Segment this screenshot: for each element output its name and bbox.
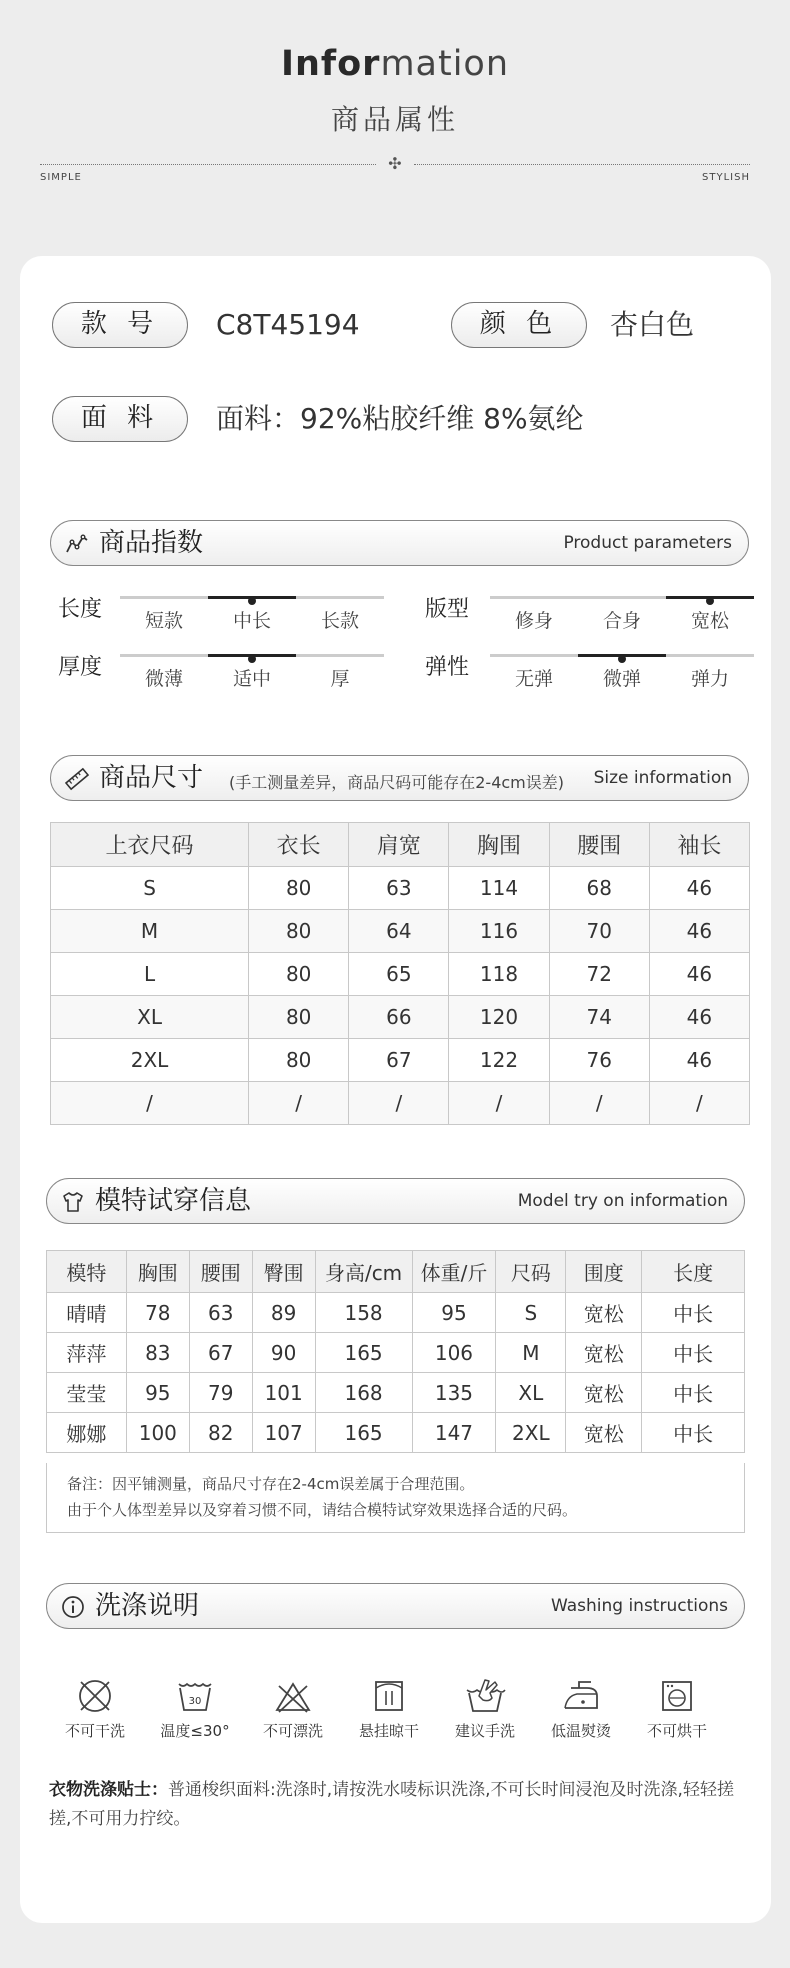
size-table-cell: 122 xyxy=(449,1039,549,1082)
wash-item-low-iron xyxy=(536,1676,626,1741)
size-table-cell: / xyxy=(249,1082,349,1125)
size-table-cell: 70 xyxy=(549,910,649,953)
model-table-cell: 宽松 xyxy=(566,1373,642,1413)
size-table-row xyxy=(51,867,750,910)
param-indicator-dot xyxy=(248,597,256,605)
size-table-header-cell: 肩宽 xyxy=(349,823,449,867)
model-table-cell: 107 xyxy=(252,1413,315,1453)
param-label: 版型 xyxy=(425,597,470,622)
param-option: 长款 xyxy=(320,610,359,632)
wash-tips xyxy=(49,1776,754,1834)
header-subtitle: 商品属性 xyxy=(330,103,459,136)
model-table-cell: 90 xyxy=(252,1333,315,1373)
model-table-row xyxy=(47,1293,745,1333)
model-table-cell: 83 xyxy=(126,1333,189,1373)
size-table-header-cell: 上衣尺码 xyxy=(51,823,249,867)
size-table-cell: 80 xyxy=(249,867,349,910)
model-table-header-cell: 长度 xyxy=(642,1251,745,1293)
model-table-cell: XL xyxy=(496,1373,566,1413)
size-table-cell: 64 xyxy=(349,910,449,953)
size-table-cell: S xyxy=(51,867,249,910)
header-title-rest: mation xyxy=(380,44,510,84)
header-title xyxy=(0,44,790,84)
param-option: 合身 xyxy=(602,610,641,632)
model-table-row xyxy=(47,1413,745,1453)
model-table-cell: 158 xyxy=(315,1293,412,1333)
wash-item-no-bleach xyxy=(248,1676,338,1741)
ruler-icon xyxy=(65,767,89,791)
model-table-cell: M xyxy=(496,1333,566,1373)
model-table-row xyxy=(47,1373,745,1413)
wash-label: 不可烘干 xyxy=(646,1722,707,1740)
size-table-cell: / xyxy=(449,1082,549,1125)
size-table-cell: 118 xyxy=(449,953,549,996)
model-table-cell: 165 xyxy=(315,1333,412,1373)
model-table-cell: 宽松 xyxy=(566,1333,642,1373)
wash-item-no-tumble xyxy=(632,1676,722,1741)
model-title: 模特试穿信息 xyxy=(95,1186,252,1216)
cross-ornament-icon: ✣ xyxy=(388,154,402,173)
size-table-cell: M xyxy=(51,910,249,953)
size-table-cell: 80 xyxy=(249,1039,349,1082)
size-table-row xyxy=(51,996,750,1039)
header-divider-left xyxy=(40,164,376,165)
model-table-cell: 106 xyxy=(412,1333,496,1373)
size-table-cell: 80 xyxy=(249,996,349,1039)
trend-line-icon xyxy=(65,532,89,556)
model-table-header-cell: 体重/斤 xyxy=(412,1251,496,1293)
wash-en: Washing instructions xyxy=(550,1596,728,1616)
size-table-row xyxy=(51,910,750,953)
model-table-header-cell: 腰围 xyxy=(189,1251,252,1293)
size-table-cell: 46 xyxy=(649,953,749,996)
header-title-bold: Infor xyxy=(280,44,381,84)
model-table-cell: 宽松 xyxy=(566,1413,642,1453)
model-table-header-cell: 身高/cm xyxy=(315,1251,412,1293)
model-notes xyxy=(46,1463,745,1533)
model-table-cell: 82 xyxy=(189,1413,252,1453)
model-table-cell: 中长 xyxy=(642,1293,745,1333)
model-note-2: 由于个人体型差异以及穿着习惯不同，请结合模特试穿效果选择合适的尺码。 xyxy=(67,1501,578,1519)
model-table-cell: 2XL xyxy=(496,1413,566,1453)
model-table-header-cell: 胸围 xyxy=(126,1251,189,1293)
param-option: 中长 xyxy=(232,610,271,632)
param-option: 修身 xyxy=(514,610,553,632)
size-table-cell: 66 xyxy=(349,996,449,1039)
size-table-cell: 46 xyxy=(649,1039,749,1082)
model-table-cell: 63 xyxy=(189,1293,252,1333)
param-option: 无弹 xyxy=(514,668,553,690)
model-table-cell: 101 xyxy=(252,1373,315,1413)
model-table-cell: S xyxy=(496,1293,566,1333)
params-section-header xyxy=(50,520,749,566)
size-table-cell: 80 xyxy=(249,910,349,953)
no-tumble-dry-icon xyxy=(657,1676,697,1716)
param-option: 短款 xyxy=(144,610,183,632)
param-label: 长度 xyxy=(58,597,103,622)
header-divider-right xyxy=(414,164,750,165)
model-table-cell: 100 xyxy=(126,1413,189,1453)
param-indicator-dot xyxy=(248,655,256,663)
wash-section-header xyxy=(46,1583,745,1629)
hand-wash-icon xyxy=(463,1676,507,1716)
size-section-header xyxy=(50,755,749,801)
size-table-cell: 46 xyxy=(649,910,749,953)
size-table-cell: 68 xyxy=(549,867,649,910)
info-circle-icon xyxy=(61,1595,85,1619)
size-table-row xyxy=(51,1039,750,1082)
param-option: 微弹 xyxy=(602,668,641,690)
wash-label: 低温熨烫 xyxy=(550,1722,611,1740)
size-table-cell: 116 xyxy=(449,910,549,953)
wash-item-no-dry-clean xyxy=(50,1676,140,1741)
size-table-cell: 65 xyxy=(349,953,449,996)
style-no-value: C8T45194 xyxy=(216,308,360,341)
no-dry-clean-icon xyxy=(75,1676,115,1716)
model-table-header-cell: 臀围 xyxy=(252,1251,315,1293)
size-table-cell: / xyxy=(51,1082,249,1125)
size-table-header-cell: 袖长 xyxy=(649,823,749,867)
model-table-cell: 中长 xyxy=(642,1333,745,1373)
no-bleach-icon xyxy=(273,1676,313,1716)
wash-temp: 30 xyxy=(188,1696,202,1707)
param-option: 厚 xyxy=(330,668,350,690)
size-table-cell: 46 xyxy=(649,996,749,1039)
size-table-cell: 80 xyxy=(249,953,349,996)
size-table-cell: 2XL xyxy=(51,1039,249,1082)
wash-tips-text: 普通梭织面料:洗涤时,请按洗水唛标识洗涤,不可长时间浸泡及时洗涤,轻轻搓搓,不可用力拧绞。 xyxy=(49,1780,734,1829)
model-table xyxy=(46,1250,745,1453)
model-table-cell: 168 xyxy=(315,1373,412,1413)
hang-dry-icon xyxy=(369,1676,409,1716)
size-title: 商品尺寸 xyxy=(99,763,204,793)
model-table-cell: 165 xyxy=(315,1413,412,1453)
param-indicator-dot xyxy=(706,597,714,605)
size-table-cell: L xyxy=(51,953,249,996)
size-table-cell: 120 xyxy=(449,996,549,1039)
wash-label: 建议手洗 xyxy=(454,1722,515,1740)
param-option: 适中 xyxy=(232,668,271,690)
model-table-row xyxy=(47,1333,745,1373)
wash-30-icon xyxy=(175,1676,215,1716)
model-table-cell: 95 xyxy=(126,1373,189,1413)
style-no-label: 款 号 xyxy=(52,302,188,348)
size-table-cell: 63 xyxy=(349,867,449,910)
size-note: (手工测量差异，商品尺码可能存在2-4cm误差) xyxy=(229,773,565,792)
param-option: 微薄 xyxy=(144,668,183,690)
size-table-cell: 67 xyxy=(349,1039,449,1082)
model-table-cell: 莹莹 xyxy=(47,1373,127,1413)
model-table-header-cell: 尺码 xyxy=(496,1251,566,1293)
wash-label: 不可漂洗 xyxy=(262,1722,323,1740)
model-table-cell: 67 xyxy=(189,1333,252,1373)
model-table-cell: 晴晴 xyxy=(47,1293,127,1333)
wash-label: 温度≤30° xyxy=(160,1722,230,1740)
size-table-cell: 72 xyxy=(549,953,649,996)
param-option: 弹力 xyxy=(690,668,729,690)
model-table-cell: 78 xyxy=(126,1293,189,1333)
header-right-tag: STYLISH xyxy=(702,172,750,183)
wash-item-30 xyxy=(150,1676,240,1741)
wash-title: 洗涤说明 xyxy=(95,1591,200,1621)
size-table-cell: 76 xyxy=(549,1039,649,1082)
model-table-cell: 萍萍 xyxy=(47,1333,127,1373)
params-en: Product parameters xyxy=(563,533,732,553)
model-table-cell: 中长 xyxy=(642,1373,745,1413)
color-value: 杏白色 xyxy=(610,308,695,341)
model-table-cell: 79 xyxy=(189,1373,252,1413)
color-label: 颜 色 xyxy=(451,302,587,348)
size-table-cell: / xyxy=(349,1082,449,1125)
size-table xyxy=(50,822,750,1125)
size-table-cell: XL xyxy=(51,996,249,1039)
model-table-cell: 宽松 xyxy=(566,1293,642,1333)
size-table-cell: 74 xyxy=(549,996,649,1039)
fabric-value: 面料：92%粘胶纤维 8%氨纶 xyxy=(216,402,584,435)
param-label: 弹性 xyxy=(425,655,470,680)
params-title: 商品指数 xyxy=(99,528,204,558)
model-table-header-cell: 模特 xyxy=(47,1251,127,1293)
wash-label: 不可干洗 xyxy=(64,1722,125,1740)
wash-tips-label: 衣物洗涤贴士： xyxy=(49,1780,168,1800)
model-table-cell: 89 xyxy=(252,1293,315,1333)
model-en: Model try on information xyxy=(517,1191,728,1211)
wash-label: 悬挂晾干 xyxy=(358,1722,419,1740)
model-table-header-cell: 围度 xyxy=(566,1251,642,1293)
wash-item-hang-dry xyxy=(344,1676,434,1741)
model-table-cell: 中长 xyxy=(642,1413,745,1453)
size-table-row xyxy=(51,953,750,996)
size-table-row xyxy=(51,1082,750,1125)
wash-item-hand-wash xyxy=(440,1676,530,1741)
size-table-header-cell: 胸围 xyxy=(449,823,549,867)
model-table-cell: 147 xyxy=(412,1413,496,1453)
model-table-cell: 娜娜 xyxy=(47,1413,127,1453)
size-en: Size information xyxy=(593,768,732,788)
param-label: 厚度 xyxy=(58,655,103,680)
size-table-cell: 46 xyxy=(649,867,749,910)
header-left-tag: SIMPLE xyxy=(40,172,82,183)
size-table-header-cell: 衣长 xyxy=(249,823,349,867)
low-iron-icon xyxy=(561,1676,601,1716)
size-table-cell: / xyxy=(549,1082,649,1125)
size-table-header-cell: 腰围 xyxy=(549,823,649,867)
param-indicator-dot xyxy=(618,655,626,663)
size-table-cell: / xyxy=(649,1082,749,1125)
fabric-label: 面 料 xyxy=(52,396,188,442)
model-table-cell: 135 xyxy=(412,1373,496,1413)
model-note-1: 备注：因平铺测量，商品尺寸存在2-4cm误差属于合理范围。 xyxy=(67,1475,475,1493)
param-option: 宽松 xyxy=(690,610,729,632)
model-table-cell: 95 xyxy=(412,1293,496,1333)
model-section-header xyxy=(46,1178,745,1224)
size-table-cell: 114 xyxy=(449,867,549,910)
tshirt-icon xyxy=(61,1190,85,1214)
